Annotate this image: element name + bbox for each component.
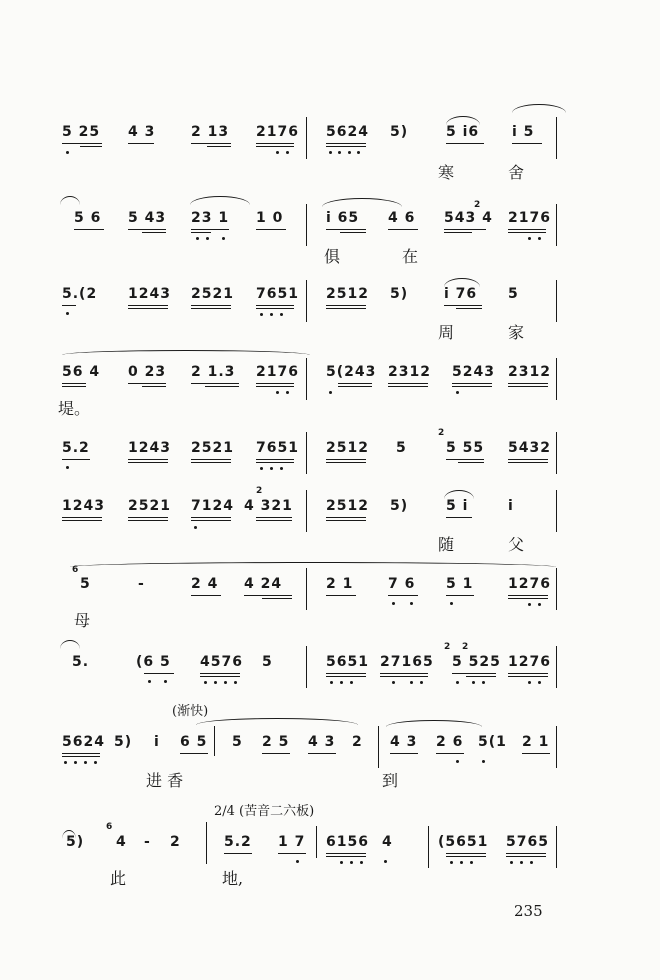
note-group: 7 6 — [388, 576, 416, 592]
note-group: 5432 — [508, 440, 551, 456]
note-group: 5) — [390, 498, 409, 514]
note-group: 2 1.3 — [191, 364, 236, 380]
note-group: 5 — [232, 734, 243, 750]
note-group: 2312 — [508, 364, 551, 380]
lyric-char: 此 — [110, 869, 127, 888]
note-group: 5 — [80, 576, 91, 592]
note-group: 2512 — [326, 286, 369, 302]
note-group: 5 — [262, 654, 273, 670]
lyric-char: 进 香 — [146, 771, 184, 790]
note-group: 5) — [114, 734, 133, 750]
note-group: 2521 — [191, 286, 234, 302]
note-group: 5 i — [446, 498, 469, 514]
note-group: 2 6 — [436, 734, 464, 750]
note-group: 4 — [382, 834, 393, 850]
note-group: 2 13 — [191, 124, 230, 140]
note-group: 5) — [390, 286, 409, 302]
note-group: 5 — [508, 286, 519, 302]
note-group: 4 3 — [390, 734, 418, 750]
note-group: 5624 — [326, 124, 369, 140]
note-group: 4576 — [200, 654, 243, 670]
note-group: 5624 — [62, 734, 105, 750]
lyric-char: 周 — [438, 323, 455, 342]
note-group: 7651 — [256, 286, 299, 302]
note-group: 5(243 — [326, 364, 377, 380]
note-group: 2512 — [326, 440, 369, 456]
note-group: - — [138, 576, 145, 592]
lyric-char: 父 — [508, 535, 525, 554]
tempo-mark: 2/4 (苦音二六板) — [214, 804, 315, 819]
lyric-char: 地, — [222, 869, 244, 888]
grace-note: 6 — [106, 822, 113, 832]
lyric-char: 舍 — [508, 163, 525, 182]
note-group: i 65 — [326, 210, 360, 226]
grace-note: 6 — [72, 565, 79, 575]
note-group: 4 3 — [128, 124, 156, 140]
grace-note: 2 — [462, 642, 469, 652]
note-group: 2312 — [388, 364, 431, 380]
note-group: 2 1 — [522, 734, 550, 750]
note-group: 23 1 — [191, 210, 230, 226]
note-group: i — [508, 498, 514, 514]
lyric-char: 在 — [402, 247, 419, 266]
note-group: i 5 — [512, 124, 535, 140]
note-group: 1243 — [128, 286, 171, 302]
lyric-char: 俱 — [324, 247, 341, 266]
note-group: 5 525 — [452, 654, 501, 670]
note-group: 2176 — [256, 124, 299, 140]
note-group: 7651 — [256, 440, 299, 456]
note-group: 5) — [390, 124, 409, 140]
note-group: (5651 — [438, 834, 489, 850]
note-group: 2521 — [128, 498, 171, 514]
note-group: 2176 — [256, 364, 299, 380]
note-group: 5 1 — [446, 576, 474, 592]
note-group: 1243 — [62, 498, 105, 514]
note-group: i — [154, 734, 160, 750]
note-group: 6156 — [326, 834, 369, 850]
note-group: 2 — [170, 834, 181, 850]
note-group: 2521 — [191, 440, 234, 456]
note-group: 5.2 — [62, 440, 90, 456]
tempo-mark: (渐快) — [172, 704, 209, 719]
note-group: 1 0 — [256, 210, 284, 226]
note-group: 4 — [116, 834, 127, 850]
grace-note: 2 — [438, 428, 445, 438]
lyric-char: 堤。 — [58, 399, 91, 418]
note-group: 5) — [66, 834, 85, 850]
note-group: 5765 — [506, 834, 549, 850]
note-group: 5 25 — [62, 124, 101, 140]
note-group: i 76 — [444, 286, 478, 302]
page-number: 235 — [514, 902, 543, 920]
note-group: 1 7 — [278, 834, 306, 850]
note-group: 5.(2 — [62, 286, 98, 302]
note-group: 2176 — [508, 210, 551, 226]
note-group: 5 43 — [128, 210, 167, 226]
lyric-char: 到 — [382, 771, 399, 790]
grace-note: 2 — [474, 200, 481, 210]
lyric-char: 家 — [508, 323, 525, 342]
lyric-char: 寒 — [438, 163, 455, 182]
lyric-char: 母 — [74, 611, 91, 630]
note-group: 2 — [352, 734, 363, 750]
note-group: (6 5 — [136, 654, 171, 670]
grace-note: 2 — [256, 486, 263, 496]
note-group: 0 23 — [128, 364, 167, 380]
note-group: 5. — [72, 654, 90, 670]
note-group: 27165 — [380, 654, 434, 670]
lyric-char: 随 — [438, 535, 455, 554]
note-group: 7124 — [191, 498, 234, 514]
note-group: 6 5 — [180, 734, 208, 750]
note-group: 5 55 — [446, 440, 485, 456]
note-group: 5 6 — [74, 210, 102, 226]
note-group: 2 4 — [191, 576, 219, 592]
note-group: 56 4 — [62, 364, 101, 380]
note-group: 1276 — [508, 576, 551, 592]
note-group: 4 24 — [244, 576, 283, 592]
note-group: 5(1 — [478, 734, 507, 750]
note-group: 1276 — [508, 654, 551, 670]
note-group: 2512 — [326, 498, 369, 514]
note-group: 5243 — [452, 364, 495, 380]
grace-note: 2 — [444, 642, 451, 652]
note-group: 2 1 — [326, 576, 354, 592]
note-group: 5 i6 — [446, 124, 480, 140]
note-group: 4 321 — [244, 498, 293, 514]
note-group: 4 6 — [388, 210, 416, 226]
note-group: 5.2 — [224, 834, 252, 850]
note-group: 5651 — [326, 654, 369, 670]
note-group: 543 4 — [444, 210, 493, 226]
note-group: 4 3 — [308, 734, 336, 750]
note-group: 1243 — [128, 440, 171, 456]
note-group: - — [144, 834, 151, 850]
note-group: 2 5 — [262, 734, 290, 750]
note-group: 5 — [396, 440, 407, 456]
